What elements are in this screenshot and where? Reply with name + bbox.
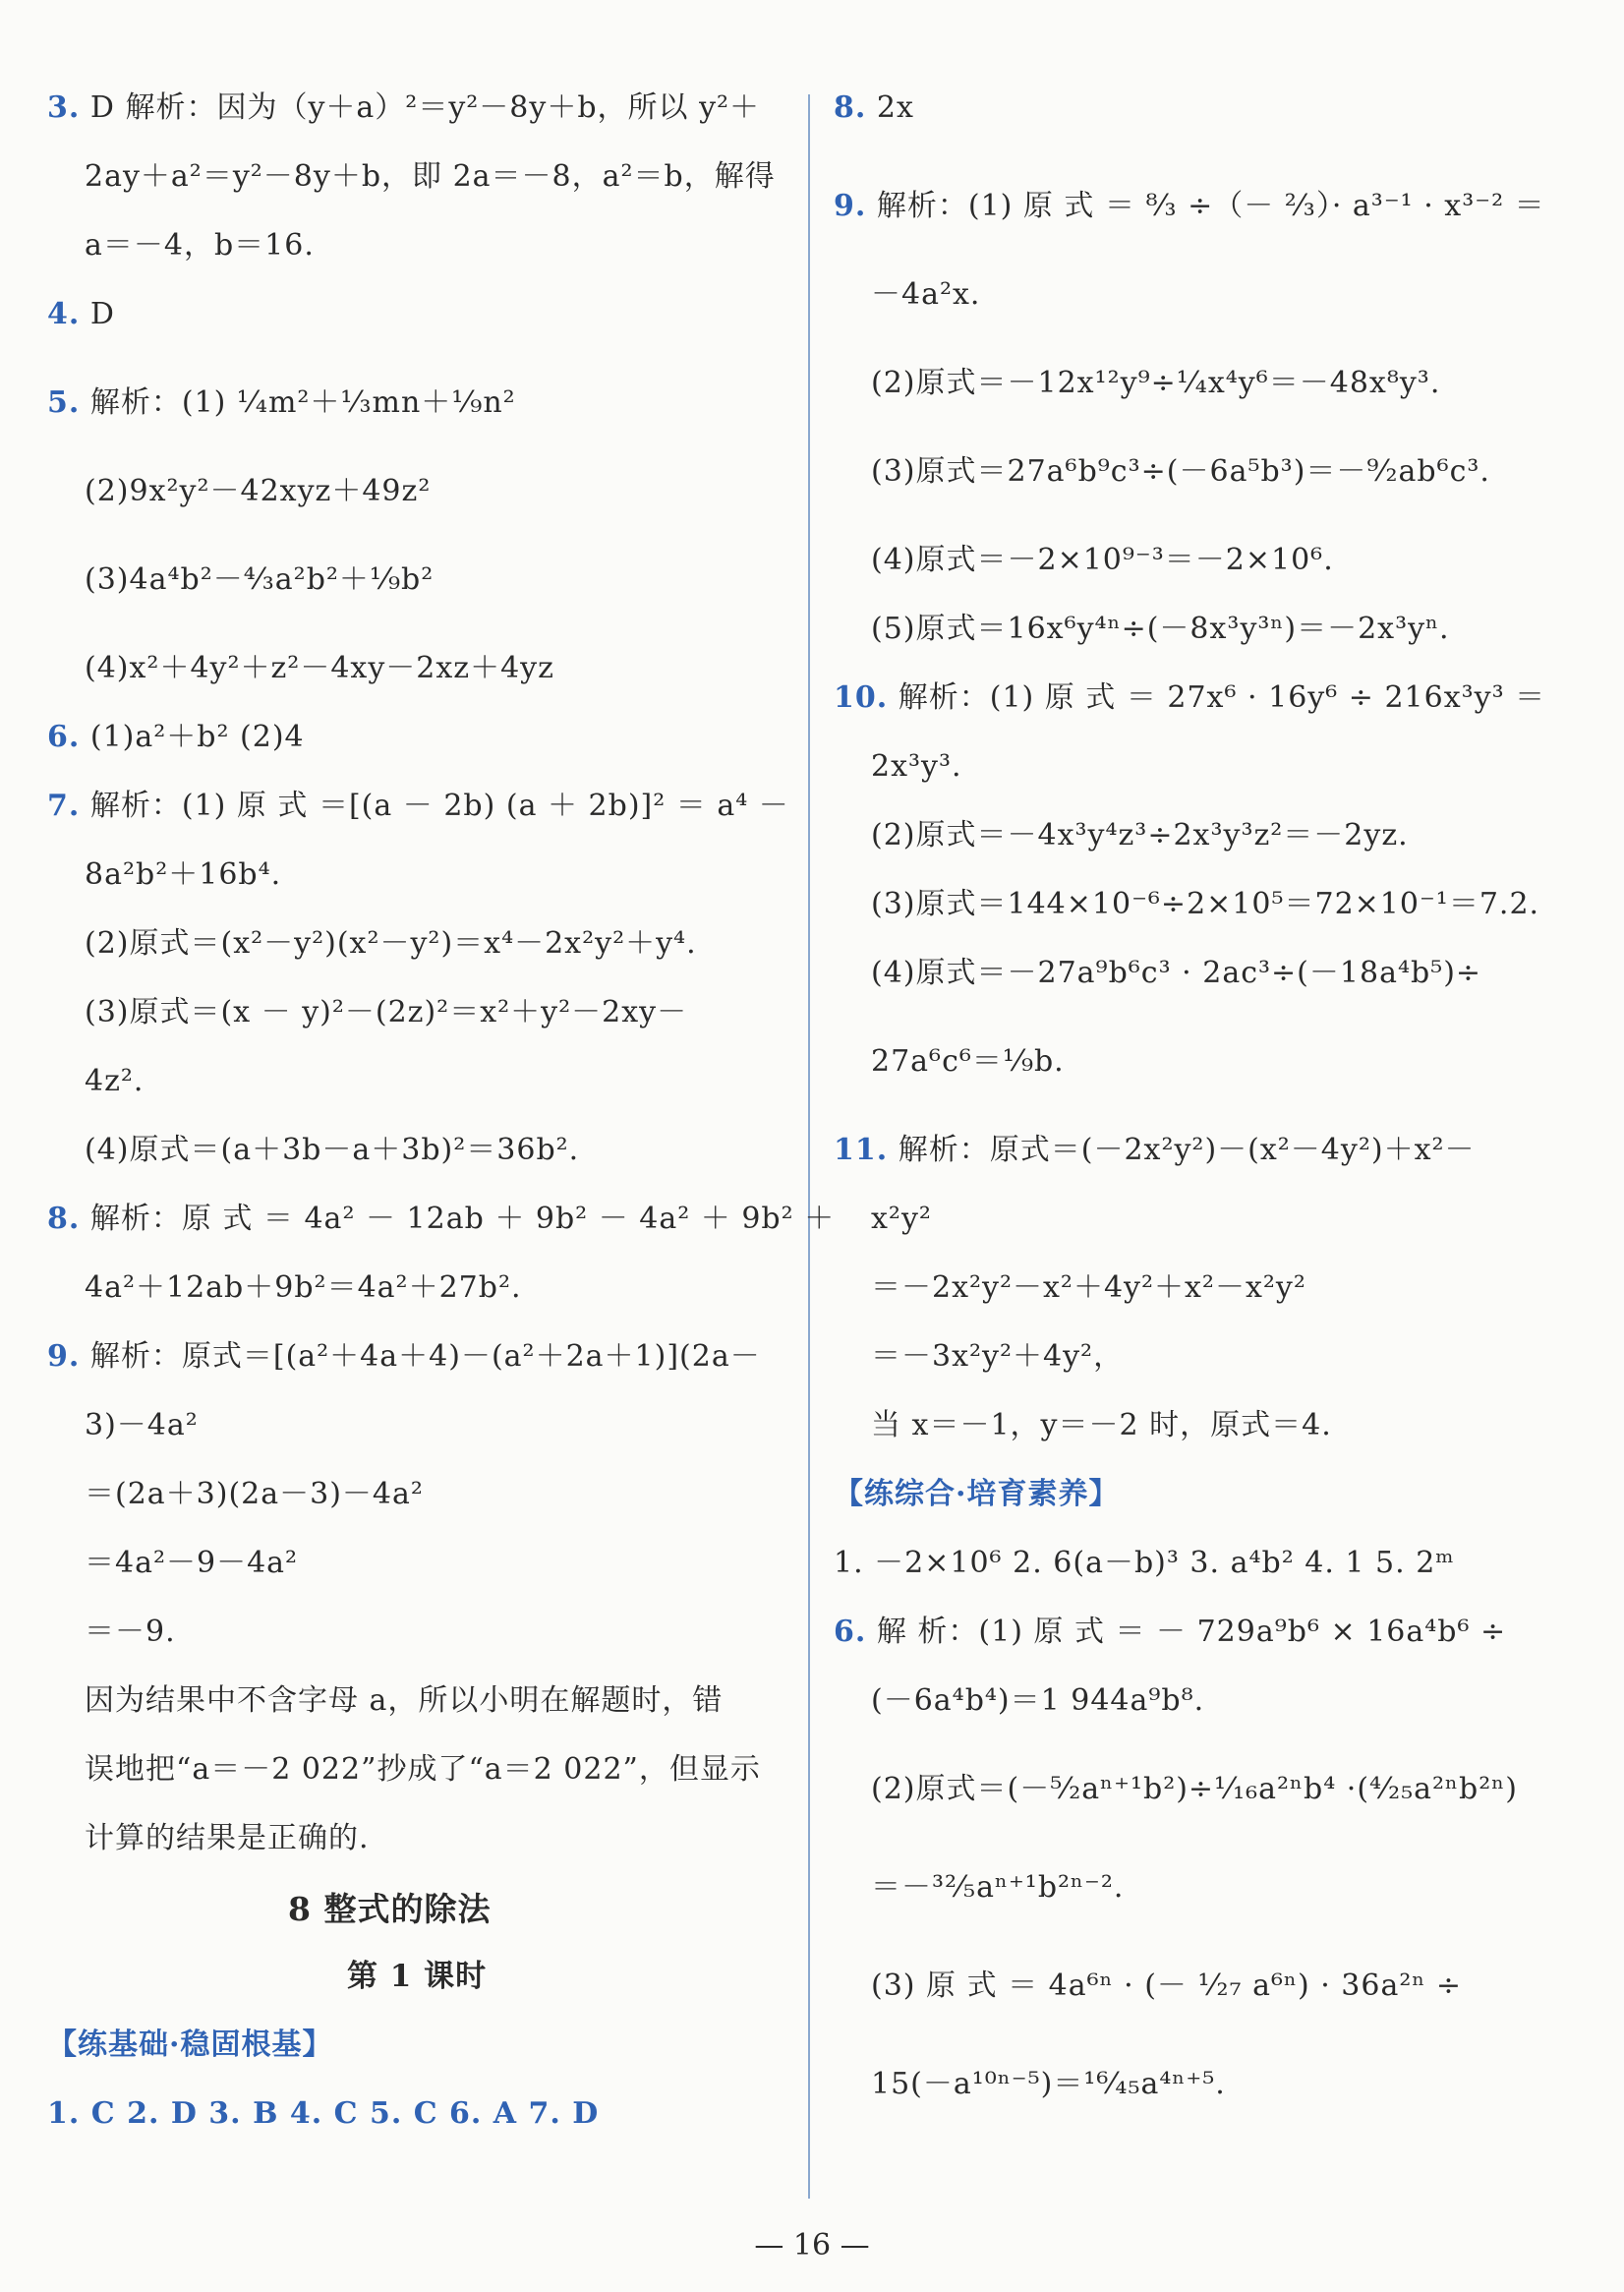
text-line: 5. 解析：(1) ¹⁄₄m²＋¹⁄₃mn＋¹⁄₉n² [47,385,516,420]
text-line: ＝－³²⁄₅aⁿ⁺¹b²ⁿ⁻². [871,1870,1125,1905]
text-line: 4z². [85,1064,145,1098]
text-line: (4)原式＝－2×10⁹⁻³＝－2×10⁶. [871,543,1334,577]
text-line: 6. 解 析：(1) 原 式 ＝ － 729a⁹b⁶ × 16a⁴b⁶ ÷ [834,1615,1507,1649]
text-line: 计算的结果是正确的. [85,1821,370,1855]
text-line: (3)原式＝27a⁶b⁹c³÷(－6a⁵b³)＝－⁹⁄₂ab⁶c³. [871,454,1490,489]
text-line: (2)原式＝－12x¹²y⁹÷¹⁄₄x⁴y⁶＝－48x⁸y³. [871,366,1441,400]
text-line: (5)原式＝16x⁶y⁴ⁿ÷(－8x³y³ⁿ)＝－2x³yⁿ. [871,612,1450,646]
lesson-subheading: 第 1 课时 [347,1959,488,1994]
text-line: x²y² [871,1202,932,1236]
text-line: 7. 解析：(1) 原 式 ＝[(a － 2b) (a ＋ 2b)]² ＝ a⁴ － [47,789,789,823]
text-line: 4. D [47,297,115,331]
text-line: ＝－3x²y²＋4y²， [871,1339,1125,1374]
text-line: (4)原式＝(a＋3b－a＋3b)²＝36b². [85,1133,580,1167]
text-line: (3)4a⁴b²－⁴⁄₃a²b²＋¹⁄₉b² [85,562,435,597]
text-line: ＝(2a＋3)(2a－3)－4a² [85,1477,424,1511]
text-line: 4a²＋12ab＋9b²＝4a²＋27b². [85,1270,522,1305]
text-line: 8. 解析：原 式 ＝ 4a² － 12ab ＋ 9b² － 4a² ＋ 9b² ＋ [47,1202,836,1236]
text-line: (－6a⁴b⁴)＝1 944a⁹b⁸. [871,1683,1205,1718]
text-line: 27a⁶c⁶＝¹⁄₉b. [871,1044,1065,1079]
text-line: ＝4a²－9－4a² [85,1546,299,1580]
text-line: (4)原式＝－27a⁹b⁶c³ · 2ac³÷(－18a⁴b⁵)÷ [871,956,1482,990]
text-line: 9. 解析：原式＝[(a²＋4a＋4)－(a²＋2a＋1)](2a－ [47,1339,761,1374]
text-line: －4a²x. [871,277,981,312]
answers-line: 1. C 2. D 3. B 4. C 5. C 6. A 7. D [47,2096,600,2131]
text-line: 3. D 解析：因为（y＋a）²＝y²－8y＋b，所以 y²＋ [47,90,761,125]
page-number: — 16 — [754,2228,870,2263]
section-heading: 8 整式的除法 [288,1890,492,1928]
text-line: (3)原式＝144×10⁻⁶÷2×10⁵＝72×10⁻¹＝7.2. [871,887,1540,921]
text-line: 15(－a¹⁰ⁿ⁻⁵)＝¹⁶⁄₄₅a⁴ⁿ⁺⁵. [871,2067,1226,2101]
text-line: (3) 原 式 ＝ 4a⁶ⁿ · (－ ¹⁄₂₇ a⁶ⁿ) · 36a²ⁿ ÷ [871,1969,1463,2003]
text-line: 10. 解析：(1) 原 式 ＝ 27x⁶ · 16y⁶ ÷ 216x³y³ ＝ [834,680,1546,715]
text-line: 8a²b²＋16b⁴. [85,857,282,892]
text-line: 9. 解析：(1) 原 式 ＝ ⁸⁄₃ ÷（－ ²⁄₃）· a³⁻¹ · x³⁻² ＝ [834,189,1545,223]
text-line: 6. (1)a²＋b² (2)4 [47,720,305,754]
text-line: 当 x＝－1，y＝－2 时，原式＝4. [871,1408,1332,1442]
text-line: 8. 2x [834,90,914,125]
text-line: 11. 解析：原式＝(－2x²y²)－(x²－4y²)＋x²－ [834,1133,1476,1167]
column-divider [808,94,810,2199]
text-line: (2)原式＝－4x³y⁴z³÷2x³y³z²＝－2yz. [871,818,1409,852]
text-line: 因为结果中不含字母 a，所以小明在解题时，错 [85,1683,724,1718]
section-label-basics: 【练基础·稳固根基】 [47,2028,333,2062]
text-line: (2)原式＝(x²－y²)(x²－y²)＝x⁴－2x²y²＋y⁴. [85,926,697,961]
text-line: ＝－9. [85,1615,176,1649]
text-line: (3)原式＝(x － y)²－(2z)²＝x²＋y²－2xy－ [85,995,688,1029]
text-line: 2ay＋a²＝y²－8y＋b，即 2a＝－8，a²＝b，解得 [85,159,776,194]
text-line: ＝－2x²y²－x²＋4y²＋x²－x²y² [871,1270,1306,1305]
text-line: (2)原式＝(－⁵⁄₂aⁿ⁺¹b²)÷¹⁄₁₆a²ⁿb⁴ ·(⁴⁄₂₅a²ⁿb²ⁿ) [871,1772,1518,1806]
text-line: (2)9x²y²－42xyz＋49z² [85,474,432,508]
text-line: (4)x²＋4y²＋z²－4xy－2xz＋4yz [85,651,554,685]
answers-line: 1. －2×10⁶ 2. 6(a－b)³ 3. a⁴b² 4. 1 5. 2ᵐ [834,1546,1455,1580]
text-line: a＝－4，b＝16. [85,228,315,263]
text-line: 误地把“a＝－2 022”抄成了“a＝2 022”，但显示 [85,1752,761,1787]
text-line: 3)－4a² [85,1408,199,1442]
section-label-comprehensive: 【练综合·培育素养】 [834,1477,1120,1511]
text-line: 2x³y³. [871,749,962,784]
